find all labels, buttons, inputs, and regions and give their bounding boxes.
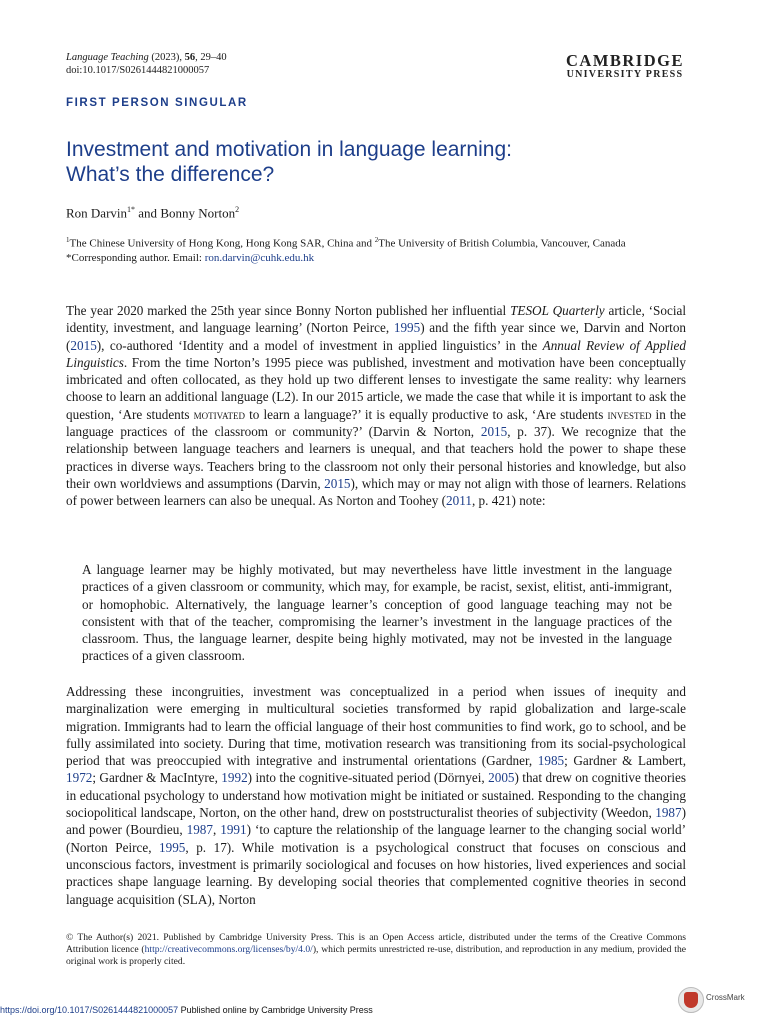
author2: Bonny Norton	[160, 205, 236, 221]
p2-text: ) and power (Bourdieu,	[66, 805, 686, 838]
aff2-text: The University of British Columbia, Vancouver, Canada	[378, 237, 626, 250]
doi-link[interactable]: https://doi.org/10.1017/S0261444821000057	[0, 1005, 179, 1015]
citation-link[interactable]: 1995	[159, 839, 186, 855]
crossmark-badge[interactable]	[678, 987, 745, 1013]
paragraph-1	[66, 302, 686, 510]
journal-name: Language Teaching	[66, 52, 149, 63]
title-line1: Investment and motivation in language learning:	[66, 138, 512, 161]
author1-sup: 1*	[127, 205, 136, 214]
page-footer	[0, 1005, 373, 1015]
authors-and: and	[135, 205, 161, 221]
crossmark-icon	[678, 987, 704, 1013]
section-label: FIRST PERSON SINGULAR	[66, 97, 248, 109]
affiliations	[66, 233, 702, 266]
journal-citation	[66, 51, 227, 77]
p1-text: . From the time Norton’s 1995 piece was published, investment and motivation have been conceptually imbricated and often collocated, as they hold up two different lenses to investigate the same reality: why learners choose to learn an additional language (L2). In our 2015 article, we made the case that while it is important to ask the question, ‘Are students	[66, 354, 686, 422]
p2-text: ,	[212, 822, 221, 838]
published-online: Published online by Cambridge University Press	[178, 1005, 373, 1015]
p1-text: ), co-authored ‘Identity and a model of investment in applied linguistics’ in the	[96, 337, 543, 353]
citation-link[interactable]: 2005	[488, 770, 515, 786]
p1-smallcaps: motivated	[193, 406, 246, 422]
p2-text: ; Gardner & Lambert,	[564, 753, 686, 769]
citation-link[interactable]: 1992	[221, 770, 248, 786]
citation-link[interactable]: 1987	[186, 822, 213, 838]
p2-text: ) into the cognitive-situated period (Dörnyei,	[247, 770, 489, 786]
aff2-sup: 2	[374, 236, 379, 244]
p1-text: , p. 37). We recognize that the relationship between language teachers and learners is unequal, and that teachers hold the power to shape these practices in diverse ways. Teachers bring to the classroom not only their personal histories and knowledge, but also their own worldviews and assumptions (Darvin,	[66, 424, 686, 491]
p2-text: , p. 17). While motivation is a psychological construct that focuses on conscious and unconscious factors, investment is primarily sociological and focuses on how histories, lived experiences and social practices shape language learning. By developing social theories that complemented cognitive theories in second language acquisition (SLA), Norton	[66, 839, 686, 907]
footnote-text: ), which permits unrestricted re-use, distribution, and reproduction in any medium, provided the original work is properly cited.	[66, 944, 687, 968]
publisher-logo	[566, 53, 684, 81]
citation-link[interactable]: 2015	[480, 424, 508, 440]
license-link[interactable]: http://creativecommons.org/licenses/by/4.0/	[144, 944, 313, 956]
journal-volume: 56	[184, 52, 196, 63]
p2-text: ) that drew on cognitive theories in educational psychology to understand how motivation might be initiated or sustained. Responding to the changing sociopolitical landscape, Norton, on the other hand, drew on poststructuralist theories of subjectivity (Weedon,	[66, 770, 686, 821]
p1-text: in the language practices of the classroom or community?’ (Darvin & Norton,	[66, 406, 687, 440]
publisher-line1: CAMBRIDGE	[565, 51, 684, 70]
publisher-line2: UNIVERSITY PRESS	[566, 69, 684, 80]
p2-text: ; Gardner & MacIntyre,	[92, 770, 222, 786]
p1-journal: TESOL Quarterly	[510, 303, 605, 318]
citation-link[interactable]: 1985	[537, 753, 565, 769]
title-line2: What’s the difference?	[66, 163, 275, 186]
citation-link[interactable]: 2015	[70, 337, 97, 353]
author2-sup: 2	[235, 205, 240, 214]
p1-text: ), which may or may not align with those of learners. Relations of power between learners can also be unequal. As Norton and Toohey (	[66, 475, 686, 509]
p2-text: ) ‘to capture the relationship of the language learner to the changing social world’ (Norton Peirce,	[66, 822, 687, 855]
p2-text: Addressing these incongruities, investment was conceptualized in a period when issues of inequity and marginalization were emerging in multicultural societies transformed by rapid globalization and large-scale migration. Immigrants had to learn the official language of their host communities to find work, go to school, and be fully assimilated into society. During that time, motivation research was transitioning from its social-psychological period that was preoccupied with integrative and instrumental orientations (Gardner,	[66, 684, 686, 769]
citation-link[interactable]: 1991	[220, 822, 247, 838]
p1-smallcaps: invested	[607, 406, 652, 422]
citation-link[interactable]: 1972	[66, 770, 93, 786]
crossmark-label: CrossMark	[706, 993, 745, 1002]
doi-line: doi:10.1017/S0261444821000057	[66, 65, 210, 76]
email-link[interactable]: ron.darvin@cuhk.edu.hk	[204, 252, 315, 265]
author1: Ron Darvin	[66, 205, 128, 221]
p1-journal: Annual Review of Applied Linguistics	[66, 337, 686, 370]
authors	[66, 205, 239, 221]
footnote-text: © The Author(s) 2021. Published by Cambridge University Press. This is an Open Access article, distributed under the terms of the Creative Commons Attribution licence (	[66, 932, 686, 956]
article-title	[66, 137, 706, 187]
citation-link[interactable]: 2011	[446, 493, 472, 509]
p1-text: article, ‘Social identity, investment, and language learning’ (Norton Peirce,	[66, 303, 687, 336]
p1-text: The year 2020 marked the 25th year since Bonny Norton published her influential	[66, 303, 511, 318]
corresponding-label: *Corresponding author. Email:	[66, 252, 205, 265]
paragraph-2	[66, 683, 686, 908]
p1-text: to learn a language?’ it is equally productive to ask, ‘Are students	[245, 406, 608, 422]
p1-text: , p. 421) note:	[471, 493, 546, 509]
p1-text: ) and the fifth year since we, Darvin and Norton (	[66, 320, 687, 353]
citation-link[interactable]: 1987	[655, 805, 682, 821]
citation-link[interactable]: 1995	[393, 320, 421, 336]
copyright-footnote	[66, 932, 686, 969]
journal-year: (2023),	[148, 52, 185, 63]
citation-link[interactable]: 2015	[324, 475, 351, 491]
block-quote: A language learner may be highly motivated, but may nevertheless have little investment in the language practices of a given classroom or community, which may, for example, be racist, sexist, elitist, anti-immigrant, or homophobic. Alternatively, the language learner’s conception of good language teaching may not be consistent with that of the teacher, compromising the learner’s investment in the language practices of the classroom. Thus, the language learner, despite being highly motivated, may not be invested in the language practices of a given classroom.	[82, 562, 672, 664]
aff1-text: The Chinese University of Hong Kong, Hong Kong SAR, China and	[69, 237, 375, 250]
aff1-sup: 1	[66, 236, 70, 244]
journal-pages: , 29–40	[195, 52, 227, 63]
